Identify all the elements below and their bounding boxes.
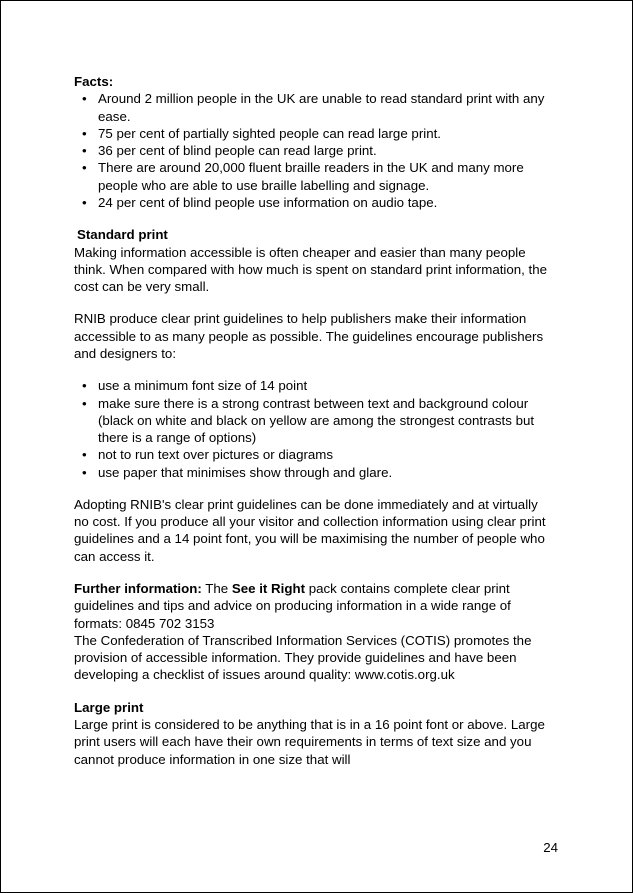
clear-print-guidelines-list xyxy=(74,377,556,481)
standard-print-heading: Standard print xyxy=(77,227,168,243)
spacer xyxy=(74,211,556,226)
large-print-paragraph-1: Large print is considered to be anything that is in a 16 point font or above. Large print users will each have their own requirements in terms of text size and you cannot produce information in one size that will xyxy=(74,717,545,767)
standard-print-paragraph-1: Making information accessible is often cheaper and easier than many people think. When compared with how much is spent on standard print information, the cost can be very small. xyxy=(74,244,548,295)
list-item: • 75 per cent of partially sighted people can read large print. xyxy=(74,125,556,142)
spacer xyxy=(74,362,556,377)
list-item: • use a minimum font size of 14 point xyxy=(74,377,556,394)
further-information-paragraph-1 xyxy=(74,580,556,632)
spacer xyxy=(74,565,556,580)
list-item: • Around 2 million people in the UK are unable to read standard print with any ease. xyxy=(74,90,556,125)
standard-print-paragraph-3: Adopting RNIB's clear print guidelines can be done immediately and at virtually no cost. If you produce all your visitor and collection information using clear print guidelines and a 14 point font, you will be maximising the number of people who can access it. xyxy=(74,496,546,564)
spacer xyxy=(74,295,556,310)
list-item: • 36 per cent of blind people can read large print. xyxy=(74,142,556,159)
further-information-label: Further information: xyxy=(74,581,202,597)
facts-heading: Facts: xyxy=(74,74,114,89)
list-item: • not to run text over pictures or diagrams xyxy=(74,446,556,463)
page-number: 24 xyxy=(543,840,558,855)
large-print-heading: Large print xyxy=(74,699,144,715)
list-item: • There are around 20,000 fluent braille readers in the UK and many more people who are able to use braille labelling and signage. xyxy=(74,159,556,194)
list-item: • use paper that minimises show through and glare. xyxy=(74,464,556,481)
facts-list xyxy=(74,90,556,211)
spacer xyxy=(74,481,556,496)
further-information-paragraph-2: The Confederation of Transcribed Information Services (COTIS) promotes the provision of accessible information. They provide guidelines and have been developing a checklist of issues around quality: www.cotis.org.uk xyxy=(74,632,532,683)
list-item: • 24 per cent of blind people use information on audio tape. xyxy=(74,194,556,211)
further-information-text-before: The xyxy=(201,581,232,597)
list-item: • make sure there is a strong contrast between text and background colour (black on white and black on yellow are among the strongest contrasts but there is a range of options) xyxy=(74,395,556,447)
standard-print-paragraph-2: RNIB produce clear print guidelines to help publishers make their information accessible to as many people as possible. The guidelines encourage publishers and designers to: xyxy=(74,311,544,361)
further-information-text-after: pack contains complete clear print guidelines and tips and advice on producing information in a wide range of formats: 0845 702 3153 xyxy=(74,581,511,631)
spacer xyxy=(74,684,556,699)
pack-name: See it Right xyxy=(231,581,305,597)
document-content xyxy=(74,73,556,768)
